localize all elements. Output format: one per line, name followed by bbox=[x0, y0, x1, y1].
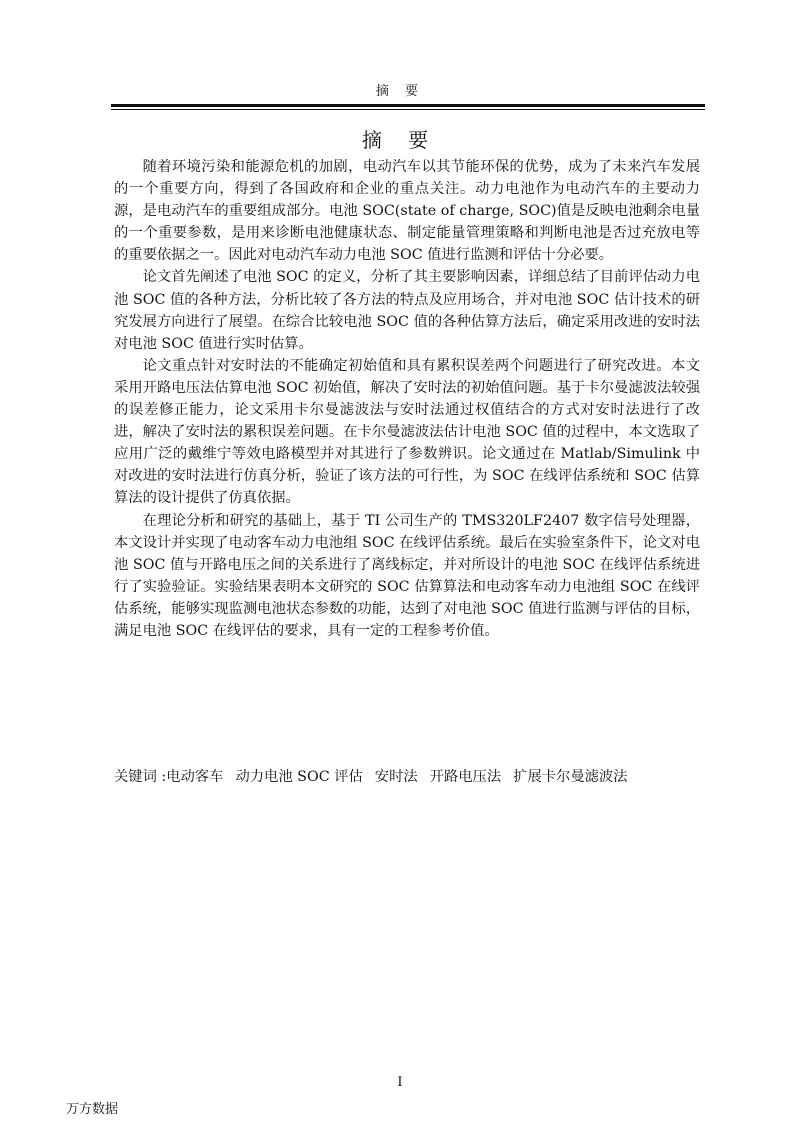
keyword-item: 开路电压法 bbox=[429, 769, 502, 785]
header-rule-thin bbox=[111, 109, 705, 110]
page-number: I bbox=[397, 1075, 403, 1090]
keyword-item: 动力电池 SOC 评估 bbox=[235, 769, 363, 785]
abstract-paragraph-2: 论文首先阐述了电池 SOC 的定义，分析了其主要影响因素，详细总结了目前评估动力电池 SOC 值的各种方法，分析比较了各方法的特点及应用场合，并对电池 SOC 估计技术的研究发展方向进行了展望。在综合比较电池 SOC 值的各种估算方法后，确定采用改进的安时法对电池 SOC 值进行实时估算。 bbox=[114, 269, 700, 352]
keywords-line bbox=[114, 766, 714, 786]
page-title: 摘 要 bbox=[361, 128, 439, 152]
keywords-label: 关键词 : bbox=[114, 769, 167, 785]
keyword-item: 扩展卡尔曼滤波法 bbox=[513, 769, 628, 785]
abstract-paragraph-1: 随着环境污染和能源危机的加剧，电动汽车以其节能环保的优势，成为了未来汽车发展的一个重要方向，得到了各国政府和企业的重点关注。动力电池作为电动汽车的主要动力源，是电动汽车的重要组成部分。电池 SOC(state of charge, SOC)值是反映电池剩余电量的一个重要参数，是用来诊断电池健康状态、制定能量管理策略和判断电池是否过充放电等的重要依据之一。因此对电动汽车动力电池 SOC 值进行监测和评估十分必要。 bbox=[114, 159, 700, 264]
header-rule-thick bbox=[111, 104, 705, 107]
running-header: 摘 要 bbox=[375, 84, 425, 99]
abstract-paragraph-3: 论文重点针对安时法的不能确定初始值和具有累积误差两个问题进行了研究改进。本文采用开路电压法估算电池 SOC 初始值，解决了安时法的初始值问题。基于卡尔曼滤波法较强的误差修正能力，论文采用卡尔曼滤波法与安时法通过权值结合的方式对安时法进行了改进，解决了安时法的累积误差问题。在卡尔曼滤波法估计电池 SOC 值的过程中，本文选取了应用广泛的戴维宁等效电路模型并对其进行了参数辨识。论文通过在 Matlab/Simulink 中对改进的安时法进行仿真分析，验证了该方法的可行性，为 SOC 在线评估系统和 SOC 估算算法的设计提供了仿真依据。 bbox=[114, 357, 700, 507]
keyword-item: 安时法 bbox=[374, 769, 418, 785]
abstract-paragraph-4: 在理论分析和研究的基础上，基于 TI 公司生产的 TMS320LF2407 数字信号处理器，本文设计并实现了电动客车动力电池组 SOC 在线评估系统。最后在实验室条件下，论文对电池 SOC 值与开路电压之间的关系进行了离线标定，并对所设计的电池 SOC 在线评估系统进行了实验验证。实验结果表明本文研究的 SOC 估算算法和电动客车动力电池组 SOC 在线评估系统，能够实现监测电池状态参数的功能，达到了对电池 SOC 值进行监测与评估的目标，满足电池 SOC 在线评估的要求，具有一定的工程参考价值。 bbox=[114, 512, 700, 639]
abstract-body bbox=[114, 156, 700, 642]
source-watermark: 万方数据 bbox=[66, 1102, 119, 1117]
keyword-item: 电动客车 bbox=[166, 769, 224, 785]
